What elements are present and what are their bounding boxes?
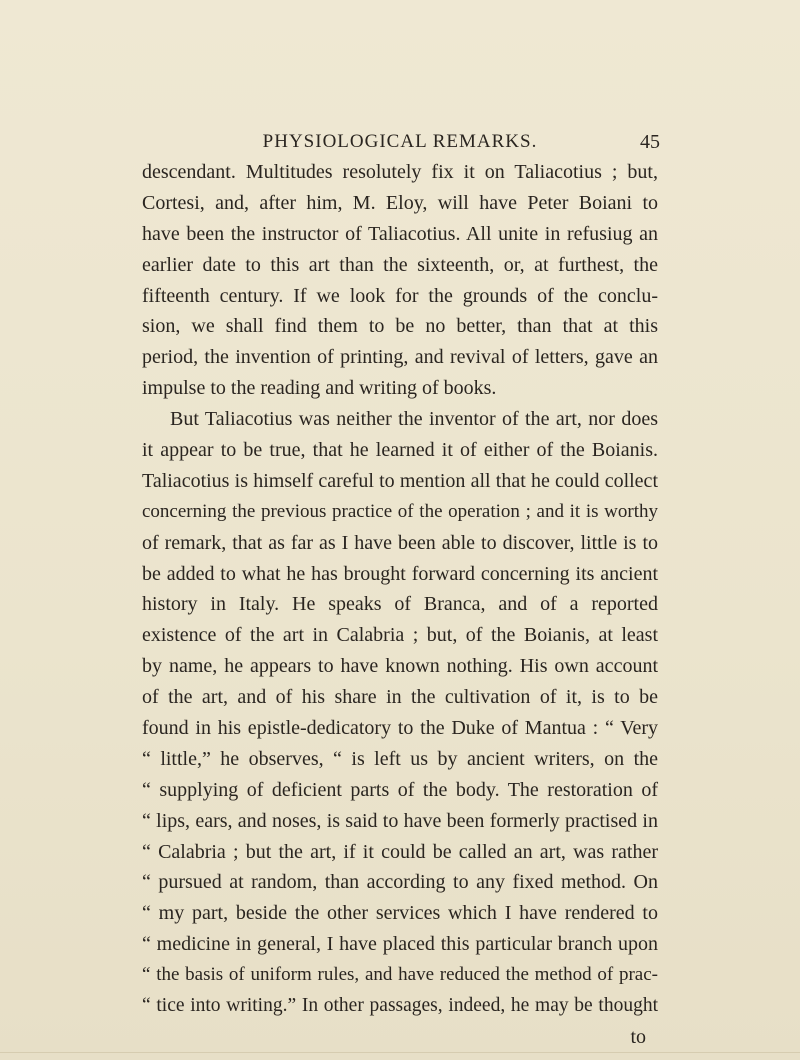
running-head <box>140 128 660 156</box>
text-line: of the art, and of his share in the cultivation of it, is to be <box>142 686 658 709</box>
text-line: have been the instructor of Taliacotius. All unite in refusiug an <box>142 222 658 245</box>
page-edge-line <box>0 1052 800 1053</box>
quoted-line: “ tice into writing.” In other passages, indeed, he may be thought <box>142 995 658 1017</box>
body-text <box>142 157 658 1053</box>
paragraph-end-line: impulse to the reading and writing of books. <box>142 377 497 400</box>
text-line: be added to what he has brought forward concerning its ancient <box>142 562 658 585</box>
quoted-line: “ medicine in general, I have placed this particular branch upon <box>142 933 658 956</box>
quoted-line: “ my part, beside the other services which I have rendered to <box>142 902 658 925</box>
text-line: fifteenth century. If we look for the grounds of the conclu- <box>142 284 658 307</box>
paragraph-start-line: But Taliacotius was neither the inventor of the art, nor does <box>170 408 658 431</box>
text-line: concerning the previous practice of the operation ; and it is worthy <box>142 500 658 522</box>
text-line: found in his epistle-dedicatory to the Duke of Mantua : “ Very <box>142 717 658 740</box>
quoted-line: “ pursued at random, than according to any fixed method. On <box>142 871 658 894</box>
text-line: existence of the art in Calabria ; but, of the Boianis, at least <box>142 624 658 647</box>
page-number: 45 <box>640 131 660 153</box>
text-line: history in Italy. He speaks of Branca, and of a reported <box>142 593 658 616</box>
quoted-line: “ supplying of deficient parts of the body. The restoration of <box>142 778 658 801</box>
text-line: sion, we shall find them to be no better, than that at this <box>142 315 658 338</box>
quoted-line: “ the basis of uniform rules, and have reduced the method of prac- <box>142 964 658 986</box>
text-line: period, the invention of printing, and revival of letters, gave an <box>142 346 658 369</box>
quoted-line: “ little,” he observes, “ is left us by ancient writers, on the <box>142 747 658 770</box>
text-line: earlier date to this art than the sixteenth, or, at furthest, the <box>142 253 658 276</box>
text-line: it appear to be true, that he learned it of either of the Boianis. <box>142 439 658 462</box>
quoted-line: “ lips, ears, and noses, is said to have been formerly practised in <box>142 809 658 832</box>
text-line: by name, he appears to have known nothing. His own account <box>142 655 658 678</box>
text-line: of remark, that as far as I have been able to discover, little is to <box>142 531 658 554</box>
text-line: descendant. Multitudes resolutely fix it on Taliacotius ; but, <box>142 161 658 183</box>
quoted-line: “ Calabria ; but the art, if it could be called an art, was rather <box>142 840 658 863</box>
catchword: to <box>630 1025 646 1048</box>
text-line: Cortesi, and, after him, M. Eloy, will have Peter Boiani to <box>142 191 658 214</box>
text-line: Taliacotius is himself careful to mention all that he could collect <box>142 469 658 492</box>
running-title: PHYSIOLOGICAL REMARKS. <box>262 131 538 152</box>
